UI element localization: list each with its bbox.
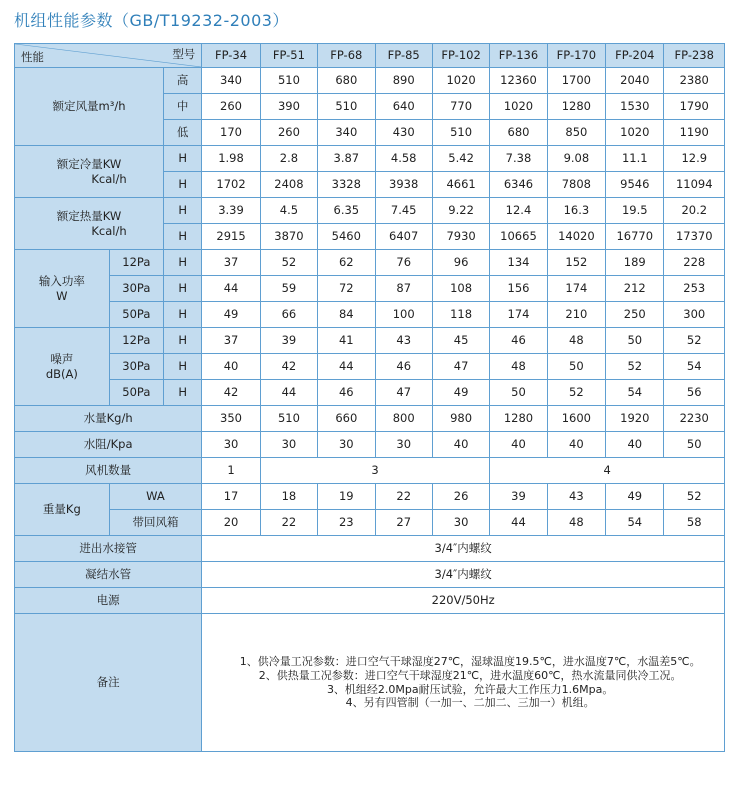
model-header: FP-102 bbox=[432, 44, 489, 68]
heating-label-kw: 额定热量KW bbox=[56, 209, 122, 224]
cooling-label bbox=[15, 146, 164, 198]
noise-label-text: 噪声 bbox=[50, 352, 74, 367]
pressure-cell: 30Pa bbox=[109, 276, 163, 302]
value-cell: 37 bbox=[202, 328, 260, 354]
value-cell: 20 bbox=[202, 510, 260, 536]
fan-count-label: 风机数量 bbox=[15, 458, 202, 484]
value-cell: 41 bbox=[318, 328, 375, 354]
value-cell: 4.58 bbox=[375, 146, 432, 172]
speed-cell: H bbox=[164, 328, 202, 354]
model-header: FP-85 bbox=[375, 44, 432, 68]
value-cell: 46 bbox=[375, 354, 432, 380]
value-cell: 170 bbox=[202, 120, 260, 146]
inlet-outlet-value: 3/4″内螺纹 bbox=[202, 536, 725, 562]
value-cell: 3 bbox=[260, 458, 490, 484]
value-cell: 100 bbox=[375, 302, 432, 328]
value-cell: 6407 bbox=[375, 224, 432, 250]
value-cell: 6346 bbox=[490, 172, 547, 198]
value-cell: 52 bbox=[547, 380, 605, 406]
weight-variant: WA bbox=[109, 484, 202, 510]
table-row bbox=[15, 484, 725, 510]
value-cell: 58 bbox=[664, 510, 725, 536]
value-cell: 118 bbox=[432, 302, 489, 328]
value-cell: 7.38 bbox=[490, 146, 547, 172]
value-cell: 50 bbox=[664, 432, 725, 458]
power-label-unit: W bbox=[56, 288, 68, 303]
value-cell: 2230 bbox=[664, 406, 725, 432]
value-cell: 44 bbox=[202, 276, 260, 302]
speed-cell: H bbox=[164, 198, 202, 224]
pressure-cell: 50Pa bbox=[109, 302, 163, 328]
value-cell: 49 bbox=[432, 380, 489, 406]
value-cell: 250 bbox=[606, 302, 664, 328]
value-cell: 48 bbox=[490, 354, 547, 380]
value-cell: 4.5 bbox=[260, 198, 317, 224]
value-cell: 510 bbox=[260, 406, 317, 432]
table-row bbox=[15, 588, 725, 614]
value-cell: 20.2 bbox=[664, 198, 725, 224]
value-cell: 17 bbox=[202, 484, 260, 510]
value-cell: 30 bbox=[260, 432, 317, 458]
value-cell: 4 bbox=[490, 458, 725, 484]
value-cell: 48 bbox=[547, 510, 605, 536]
value-cell: 30 bbox=[202, 432, 260, 458]
value-cell: 22 bbox=[260, 510, 317, 536]
value-cell: 340 bbox=[318, 120, 375, 146]
model-header: FP-238 bbox=[664, 44, 725, 68]
value-cell: 16.3 bbox=[547, 198, 605, 224]
speed-cell: H bbox=[164, 250, 202, 276]
table-row bbox=[15, 458, 725, 484]
value-cell: 16770 bbox=[606, 224, 664, 250]
value-cell: 43 bbox=[375, 328, 432, 354]
remarks-label: 备注 bbox=[15, 614, 202, 752]
speed-cell: 低 bbox=[164, 120, 202, 146]
weight-variant: 带回风箱 bbox=[109, 510, 202, 536]
value-cell: 1280 bbox=[547, 94, 605, 120]
value-cell: 680 bbox=[318, 68, 375, 94]
remark-line: 3、机组经2.0Mpa耐压试验，允许最大工作压力1.6Mpa。 bbox=[326, 682, 614, 696]
page-title: 机组性能参数（GB/T19232-2003） bbox=[14, 11, 289, 30]
value-cell: 1020 bbox=[490, 94, 547, 120]
value-cell: 1700 bbox=[547, 68, 605, 94]
value-cell: 3.39 bbox=[202, 198, 260, 224]
model-header: FP-136 bbox=[490, 44, 547, 68]
value-cell: 17370 bbox=[664, 224, 725, 250]
value-cell: 48 bbox=[547, 328, 605, 354]
value-cell: 40 bbox=[490, 432, 547, 458]
value-cell: 30 bbox=[375, 432, 432, 458]
value-cell: 96 bbox=[432, 250, 489, 276]
model-header: FP-68 bbox=[318, 44, 375, 68]
value-cell: 62 bbox=[318, 250, 375, 276]
speed-cell: H bbox=[164, 146, 202, 172]
value-cell: 510 bbox=[318, 94, 375, 120]
table-row bbox=[15, 276, 725, 302]
value-cell: 50 bbox=[490, 380, 547, 406]
value-cell: 253 bbox=[664, 276, 725, 302]
noise-label-unit: dB(A) bbox=[45, 366, 78, 381]
value-cell: 9.08 bbox=[547, 146, 605, 172]
value-cell: 210 bbox=[547, 302, 605, 328]
table-row bbox=[15, 250, 725, 276]
remark-line: 1、供冷量工况参数：进口空气干球湿度27℃，湿球温度19.5℃，进水温度7℃，水温差5℃。 bbox=[239, 655, 701, 668]
value-cell: 42 bbox=[202, 380, 260, 406]
value-cell: 980 bbox=[432, 406, 489, 432]
value-cell: 49 bbox=[202, 302, 260, 328]
value-cell: 1020 bbox=[606, 120, 664, 146]
value-cell: 510 bbox=[432, 120, 489, 146]
value-cell: 52 bbox=[664, 484, 725, 510]
value-cell: 47 bbox=[375, 380, 432, 406]
model-header: FP-34 bbox=[202, 44, 260, 68]
weight-label: 重量Kg bbox=[15, 484, 110, 536]
value-cell: 18 bbox=[260, 484, 317, 510]
value-cell: 47 bbox=[432, 354, 489, 380]
value-cell: 212 bbox=[606, 276, 664, 302]
remark-line: 2、供热量工况参数：进口空气干球湿度21℃，进水温度60℃，热水流量同供冷工况。 bbox=[258, 668, 682, 682]
heating-label-kcal: Kcal/h bbox=[91, 223, 127, 238]
model-header: FP-51 bbox=[260, 44, 317, 68]
water-flow-label: 水量Kg/h bbox=[15, 406, 202, 432]
value-cell: 134 bbox=[490, 250, 547, 276]
value-cell: 174 bbox=[490, 302, 547, 328]
value-cell: 9546 bbox=[606, 172, 664, 198]
table-row bbox=[15, 406, 725, 432]
value-cell: 1 bbox=[202, 458, 260, 484]
table-row bbox=[15, 302, 725, 328]
remarks-text bbox=[202, 614, 725, 752]
model-header: FP-204 bbox=[606, 44, 664, 68]
value-cell: 54 bbox=[606, 510, 664, 536]
value-cell: 2408 bbox=[260, 172, 317, 198]
value-cell: 39 bbox=[490, 484, 547, 510]
value-cell: 42 bbox=[260, 354, 317, 380]
value-cell: 72 bbox=[318, 276, 375, 302]
value-cell: 46 bbox=[490, 328, 547, 354]
value-cell: 189 bbox=[606, 250, 664, 276]
value-cell: 66 bbox=[260, 302, 317, 328]
value-cell: 1600 bbox=[547, 406, 605, 432]
value-cell: 54 bbox=[664, 354, 725, 380]
value-cell: 2040 bbox=[606, 68, 664, 94]
value-cell: 1920 bbox=[606, 406, 664, 432]
value-cell: 3870 bbox=[260, 224, 317, 250]
power-supply-value: 220V/50Hz bbox=[202, 588, 725, 614]
speed-cell: H bbox=[164, 302, 202, 328]
header-row bbox=[15, 44, 725, 68]
water-resistance-label: 水阻/Kpa bbox=[15, 432, 202, 458]
value-cell: 26 bbox=[432, 484, 489, 510]
value-cell: 10665 bbox=[490, 224, 547, 250]
value-cell: 890 bbox=[375, 68, 432, 94]
header-performance: 性能 bbox=[21, 49, 44, 64]
value-cell: 50 bbox=[547, 354, 605, 380]
value-cell: 52 bbox=[606, 354, 664, 380]
value-cell: 3938 bbox=[375, 172, 432, 198]
value-cell: 12.9 bbox=[664, 146, 725, 172]
value-cell: 430 bbox=[375, 120, 432, 146]
value-cell: 44 bbox=[318, 354, 375, 380]
value-cell: 1020 bbox=[432, 68, 489, 94]
value-cell: 11.1 bbox=[606, 146, 664, 172]
speed-cell: H bbox=[164, 224, 202, 250]
value-cell: 228 bbox=[664, 250, 725, 276]
speed-cell: H bbox=[164, 380, 202, 406]
value-cell: 45 bbox=[432, 328, 489, 354]
value-cell: 850 bbox=[547, 120, 605, 146]
value-cell: 340 bbox=[202, 68, 260, 94]
value-cell: 23 bbox=[318, 510, 375, 536]
value-cell: 46 bbox=[318, 380, 375, 406]
speed-cell: H bbox=[164, 172, 202, 198]
value-cell: 1190 bbox=[664, 120, 725, 146]
speed-cell: H bbox=[164, 354, 202, 380]
table-row bbox=[15, 198, 725, 224]
value-cell: 260 bbox=[202, 94, 260, 120]
speed-cell: 高 bbox=[164, 68, 202, 94]
value-cell: 40 bbox=[547, 432, 605, 458]
value-cell: 52 bbox=[260, 250, 317, 276]
header-corner bbox=[15, 44, 202, 68]
value-cell: 9.22 bbox=[432, 198, 489, 224]
value-cell: 390 bbox=[260, 94, 317, 120]
pressure-cell: 12Pa bbox=[109, 250, 163, 276]
value-cell: 56 bbox=[664, 380, 725, 406]
value-cell: 40 bbox=[202, 354, 260, 380]
value-cell: 44 bbox=[260, 380, 317, 406]
value-cell: 37 bbox=[202, 250, 260, 276]
performance-table bbox=[14, 43, 725, 752]
value-cell: 3328 bbox=[318, 172, 375, 198]
value-cell: 6.35 bbox=[318, 198, 375, 224]
cooling-label-kw: 额定冷量KW bbox=[56, 157, 122, 172]
value-cell: 3.87 bbox=[318, 146, 375, 172]
value-cell: 76 bbox=[375, 250, 432, 276]
value-cell: 84 bbox=[318, 302, 375, 328]
value-cell: 770 bbox=[432, 94, 489, 120]
noise-label bbox=[15, 328, 110, 406]
value-cell: 30 bbox=[318, 432, 375, 458]
value-cell: 680 bbox=[490, 120, 547, 146]
value-cell: 350 bbox=[202, 406, 260, 432]
value-cell: 5460 bbox=[318, 224, 375, 250]
table-row bbox=[15, 432, 725, 458]
value-cell: 108 bbox=[432, 276, 489, 302]
value-cell: 50 bbox=[606, 328, 664, 354]
pressure-cell: 12Pa bbox=[109, 328, 163, 354]
value-cell: 2380 bbox=[664, 68, 725, 94]
value-cell: 30 bbox=[432, 510, 489, 536]
value-cell: 4661 bbox=[432, 172, 489, 198]
model-header: FP-170 bbox=[547, 44, 605, 68]
value-cell: 2.8 bbox=[260, 146, 317, 172]
table-row bbox=[15, 328, 725, 354]
value-cell: 49 bbox=[606, 484, 664, 510]
heating-label bbox=[15, 198, 164, 250]
value-cell: 1702 bbox=[202, 172, 260, 198]
value-cell: 19 bbox=[318, 484, 375, 510]
value-cell: 40 bbox=[606, 432, 664, 458]
value-cell: 152 bbox=[547, 250, 605, 276]
value-cell: 156 bbox=[490, 276, 547, 302]
value-cell: 260 bbox=[260, 120, 317, 146]
pressure-cell: 50Pa bbox=[109, 380, 163, 406]
value-cell: 14020 bbox=[547, 224, 605, 250]
value-cell: 52 bbox=[664, 328, 725, 354]
header-model: 型号 bbox=[172, 47, 196, 61]
value-cell: 27 bbox=[375, 510, 432, 536]
value-cell: 7.45 bbox=[375, 198, 432, 224]
value-cell: 44 bbox=[490, 510, 547, 536]
speed-cell: H bbox=[164, 276, 202, 302]
value-cell: 1.98 bbox=[202, 146, 260, 172]
table-row bbox=[15, 562, 725, 588]
value-cell: 2915 bbox=[202, 224, 260, 250]
power-supply-label: 电源 bbox=[15, 588, 202, 614]
value-cell: 5.42 bbox=[432, 146, 489, 172]
value-cell: 40 bbox=[432, 432, 489, 458]
condensate-value: 3/4″内螺纹 bbox=[202, 562, 725, 588]
table-row bbox=[15, 68, 725, 94]
cooling-label-kcal: Kcal/h bbox=[91, 171, 127, 186]
value-cell: 54 bbox=[606, 380, 664, 406]
value-cell: 87 bbox=[375, 276, 432, 302]
value-cell: 43 bbox=[547, 484, 605, 510]
value-cell: 800 bbox=[375, 406, 432, 432]
remark-line: 4、另有四管制（一加一、二加二、三加一）机组。 bbox=[345, 696, 595, 710]
condensate-label: 凝结水管 bbox=[15, 562, 202, 588]
table-row bbox=[15, 614, 725, 752]
value-cell: 7808 bbox=[547, 172, 605, 198]
value-cell: 11094 bbox=[664, 172, 725, 198]
power-label-text: 输入功率 bbox=[38, 274, 85, 289]
value-cell: 640 bbox=[375, 94, 432, 120]
value-cell: 59 bbox=[260, 276, 317, 302]
table-row bbox=[15, 380, 725, 406]
value-cell: 510 bbox=[260, 68, 317, 94]
power-label bbox=[15, 250, 110, 328]
value-cell: 12360 bbox=[490, 68, 547, 94]
value-cell: 1790 bbox=[664, 94, 725, 120]
value-cell: 174 bbox=[547, 276, 605, 302]
value-cell: 12.4 bbox=[490, 198, 547, 224]
airflow-label: 额定风量m³/h bbox=[15, 68, 164, 146]
value-cell: 19.5 bbox=[606, 198, 664, 224]
table-row bbox=[15, 354, 725, 380]
speed-cell: 中 bbox=[164, 94, 202, 120]
value-cell: 22 bbox=[375, 484, 432, 510]
value-cell: 300 bbox=[664, 302, 725, 328]
table-row bbox=[15, 510, 725, 536]
inlet-outlet-label: 进出水接管 bbox=[15, 536, 202, 562]
table-row bbox=[15, 146, 725, 172]
table-row bbox=[15, 536, 725, 562]
pressure-cell: 30Pa bbox=[109, 354, 163, 380]
value-cell: 39 bbox=[260, 328, 317, 354]
value-cell: 1530 bbox=[606, 94, 664, 120]
value-cell: 660 bbox=[318, 406, 375, 432]
value-cell: 7930 bbox=[432, 224, 489, 250]
value-cell: 1280 bbox=[490, 406, 547, 432]
